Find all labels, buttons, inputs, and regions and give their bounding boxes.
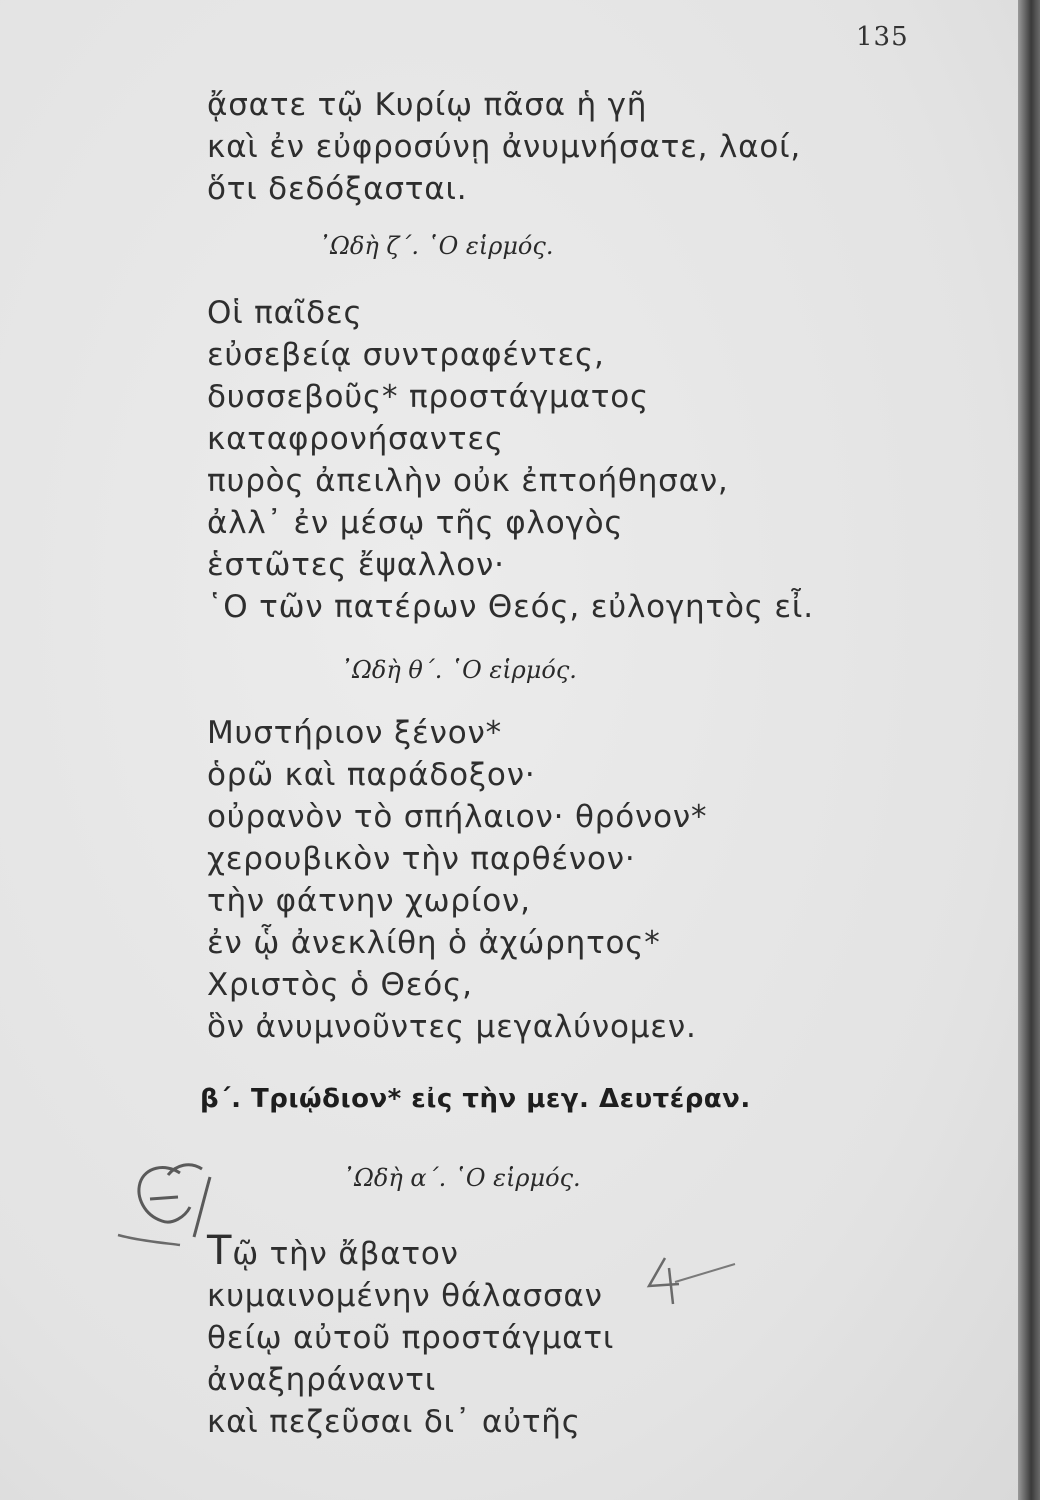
text-line <box>207 1230 614 1275</box>
book-spine-edge <box>1018 0 1040 1500</box>
first-line-rest: ῷ τὴν ἄβατον <box>232 1236 459 1272</box>
stanza-2 <box>207 292 814 628</box>
text-line: καὶ πεζεῦσαι δι᾿ αὐτῆς <box>207 1404 581 1440</box>
text-line: ῾Ο τῶν πατέρων Θεός, εὐλογητὸς εἶ. <box>207 589 814 625</box>
text-line: ἀλλ᾿ ἐν μέσῳ τῆς φλογὸς <box>207 505 624 541</box>
text-line: θείῳ αὐτοῦ προστάγματι <box>207 1320 615 1356</box>
text-line: χερουβικὸν τὴν παρθένον· <box>207 841 636 877</box>
stanza-3 <box>207 712 707 1048</box>
stanza-1 <box>207 84 801 210</box>
text-line: εὐσεβείᾳ συντραφέντες, <box>207 337 605 373</box>
text-line: ἐν ᾧ ἀνεκλίθη ὁ ἀχώρητος* <box>207 925 661 961</box>
text-line: ἑστῶτες ἔψαλλον· <box>207 547 505 583</box>
text-line: οὐρανὸν τὸ σπήλαιον· θρόνον* <box>207 799 708 835</box>
handwritten-mark-left <box>110 1155 250 1255</box>
text-line: κυμαινομένην θάλασσαν <box>207 1278 603 1314</box>
text-line: ὃν ἀνυμνοῦντες μεγαλύνομεν. <box>207 1009 697 1045</box>
section-title: β΄. Τριῴδιον* εἰς τὴν μεγ. Δευτέραν. <box>200 1084 751 1114</box>
text-line: ἀναξηράναντι <box>207 1362 437 1398</box>
text-line: Μυστήριον ξένον* <box>207 715 502 751</box>
stanza-4 <box>207 1230 614 1443</box>
text-line: καταφρονήσαντες <box>207 421 504 457</box>
page-number: 135 <box>856 22 909 52</box>
text-line: ὁρῶ καὶ παράδοξον· <box>207 757 536 793</box>
text-line: πυρὸς ἀπειλὴν οὐκ ἐπτοήθησαν, <box>207 463 729 499</box>
handwritten-mark-right <box>635 1250 745 1310</box>
text-line: καὶ ἐν εὐφροσύνῃ ἀνυμνήσατε, λαοί, <box>207 129 802 165</box>
text-line: Χριστὸς ὁ Θεός, <box>207 967 473 1003</box>
text-line: ᾄσατε τῷ Κυρίῳ πᾶσα ἡ γῆ <box>207 87 648 123</box>
drop-initial: Τ <box>207 1228 233 1274</box>
text-line: ὅτι δεδόξασται. <box>207 171 468 207</box>
text-line: Οἱ παῖδες <box>207 295 363 331</box>
text-line: δυσσεβοῦς* προστάγματος <box>207 379 649 415</box>
ode-heading: ᾿Ωδὴ α΄. ῾Ο εἱρμός. <box>342 1164 581 1192</box>
ode-heading: ᾿Ωδὴ θ΄. ῾Ο εἱρμός. <box>340 656 577 684</box>
ode-heading: ᾿Ωδὴ ζ΄. ῾Ο εἱρμός. <box>318 232 554 260</box>
text-line: τὴν φάτνην χωρίον, <box>207 883 531 919</box>
